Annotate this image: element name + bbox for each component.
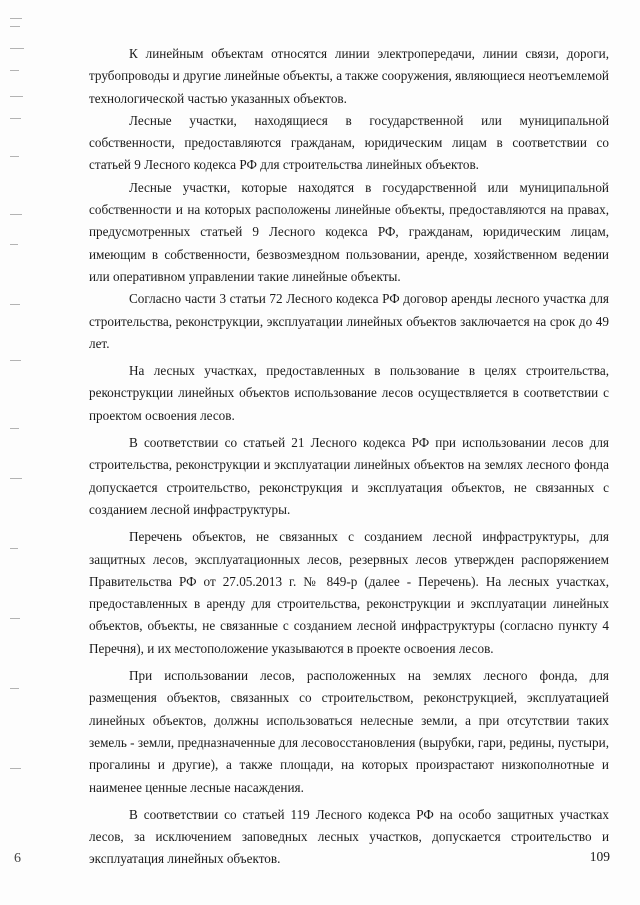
binding-margin-marks — [6, 8, 36, 888]
paragraph-article-21: В соответствии со статьей 21 Лесного кодекса РФ при использовании лесов для строительства, реконструкции и эксплуатации линейных объектов на землях лесного фонда допускается строительство, реконструкция и эксплуатация объектов, не связанных с созданием лесной инфраструктуры. — [89, 435, 609, 517]
paragraph-lease-term: Согласно части 3 статьи 72 Лесного кодекса РФ договор аренды лесного участка для строительства, реконструкции, эксплуатации линейных объектов заключается на срок до 49 лет. — [89, 291, 609, 351]
page-number: 109 — [589, 849, 610, 864]
paragraph-forest-plots-provision: Лесные участки, находящиеся в государственной или муниципальной собственности, предоставляются гражданам, юридическим лицам в соответствии со статьей 9 Лесного кодекса РФ для строительства линейных объектов. — [89, 112, 609, 173]
paragraph-forest-use-project: На лесных участках, предоставленных в пользование в целях строительства, реконструкции линейных объектов использование лесов осуществляется в соответствии с проектом освоения лесов. — [89, 363, 609, 423]
paragraph-linear-objects-definition: К линейным объектам относятся линии электропередачи, линии связи, дороги, трубопроводы и другие линейные объекты, а также сооружения, являющиеся неотъемлемой технологической частью указанных объектов. — [89, 46, 609, 106]
paragraph-objects-list: Перечень объектов, не связанных с созданием лесной инфраструктуры, для защитных лесов, эксплуатационных лесов, резервных лесов утвержден распоряжением Правительства РФ от 27.05.2013 г. № 849-р (далее - Перечень). На лесных участках, предоставленных в аренду для строительства, реконструкции и эксплуатации линейных объектов, объекты, не связанные с созданием лесной инфраструктуры (согласно пункту 4 Перечня), и их местоположение указываются в проекте освоения лесов. — [89, 529, 609, 656]
paragraph-non-forest-lands: При использовании лесов, расположенных на землях лесного фонда, для размещения объектов, связанных со строительством, реконструкцией, эксплуатацией линейных объектов, должны использоваться нелесные земли, а при отсутствии таких земель - земли, предназначенные для лесовосстановления (вырубки, гари, редины, пустыри, прогалины и другие), а также площади, на которых произрастают низкополнотные и наименее ценные лесные насаждения. — [89, 668, 609, 795]
corner-mark: 6 — [14, 851, 21, 866]
paragraph-article-119: В соответствии со статьей 119 Лесного кодекса РФ на особо защитных участках лесов, за исключением заповедных лесных участков, допускается строительство и эксплуатация линейных объектов. — [89, 806, 609, 867]
paragraph-forest-plots-with-objects: Лесные участки, которые находятся в государственной или муниципальной собственности и на которых расположены линейные объекты, предоставляются на правах, предусмотренных статьей 9 Лесного кодекса РФ, гражданам, юридическим лицам, имеющим в собственности, безвозмездном пользовании, аренде, хозяйственном ведении или оперативном управлении такие линейные объекты. — [89, 179, 609, 284]
document-text — [89, 43, 609, 871]
